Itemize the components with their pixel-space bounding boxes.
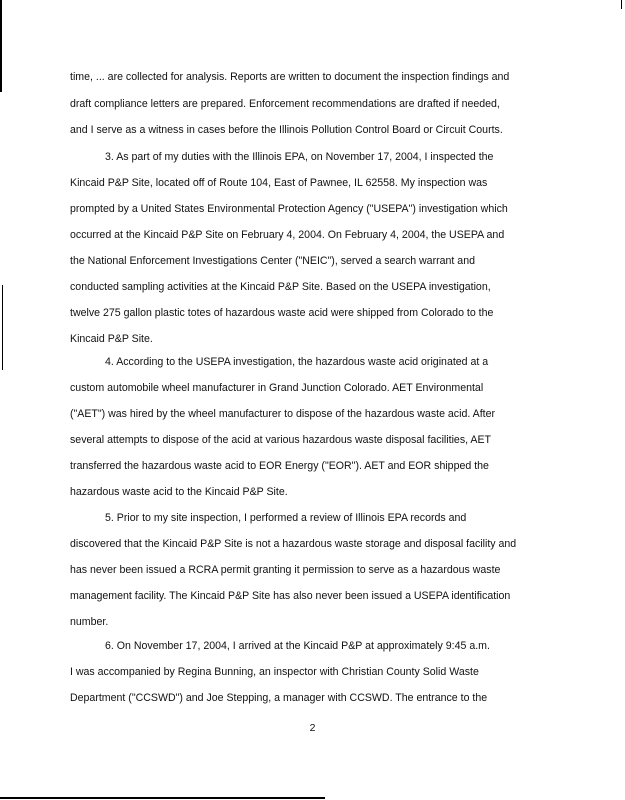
- body-line: time, ... are collected for analysis. Reports are written to document the inspection findings and: [70, 71, 510, 83]
- scan-edge-mark-top-left: [0, 0, 2, 92]
- body-line: Kincaid P&P Site, located off of Route 104, East of Pawnee, IL 62558. My inspection was: [70, 177, 488, 189]
- body-line: discovered that the Kincaid P&P Site is not a hazardous waste storage and disposal facility and: [70, 538, 517, 550]
- scan-edge-mark-bottom: [0, 797, 325, 799]
- body-line: number.: [70, 616, 109, 628]
- body-line: occurred at the Kincaid P&P Site on February 4, 2004. On February 4, 2004, the USEPA and: [70, 229, 505, 241]
- body-line: Department ("CCSWD") and Joe Stepping, a manager with CCSWD. The entrance to the: [70, 692, 488, 704]
- body-line: several attempts to dispose of the acid at various hazardous waste disposal facilities, AET: [70, 434, 492, 446]
- scan-edge-mark-left: [2, 285, 3, 370]
- page-number: 2: [309, 722, 316, 734]
- body-line: I was accompanied by Regina Bunning, an inspector with Christian County Solid Waste: [70, 666, 479, 678]
- body-line: management facility. The Kincaid P&P Site has also never been issued a USEPA identification: [70, 590, 511, 602]
- body-line: 5. Prior to my site inspection, I performed a review of Illinois EPA records and: [105, 512, 467, 524]
- body-line: prompted by a United States Environmental Protection Agency ("USEPA") investigation which: [70, 203, 508, 215]
- body-line: transferred the hazardous waste acid to EOR Energy ("EOR"). AET and EOR shipped the: [70, 460, 489, 472]
- body-line: draft compliance letters are prepared. Enforcement recommendations are drafted if needed,: [70, 98, 500, 110]
- body-line: conducted sampling activities at the Kincaid P&P Site. Based on the USEPA investigation,: [70, 281, 491, 293]
- body-line: hazardous waste acid to the Kincaid P&P Site.: [70, 486, 288, 498]
- body-line: custom automobile wheel manufacturer in Grand Junction Colorado. AET Environmental: [70, 382, 484, 394]
- body-line: twelve 275 gallon plastic totes of hazardous waste acid were shipped from Colorado to the: [70, 307, 494, 319]
- body-line: has never been issued a RCRA permit granting it permission to serve as a hazardous waste: [70, 564, 501, 576]
- scan-edge-mark-top-right: [621, 0, 622, 9]
- body-line: and I serve as a witness in cases before the Illinois Pollution Control Board or Circuit Courts.: [70, 124, 503, 136]
- body-line: the National Enforcement Investigations Center ("NEIC"), served a search warrant and: [70, 255, 475, 267]
- body-line: 6. On November 17, 2004, I arrived at the Kincaid P&P at approximately 9:45 a.m.: [105, 640, 490, 652]
- body-line: 3. As part of my duties with the Illinois EPA, on November 17, 2004, I inspected the: [105, 151, 494, 163]
- body-line: ("AET") was hired by the wheel manufacturer to dispose of the hazardous waste acid. After: [70, 408, 496, 420]
- body-line: 4. According to the USEPA investigation, the hazardous waste acid originated at a: [105, 356, 489, 368]
- body-line: Kincaid P&P Site.: [70, 333, 153, 345]
